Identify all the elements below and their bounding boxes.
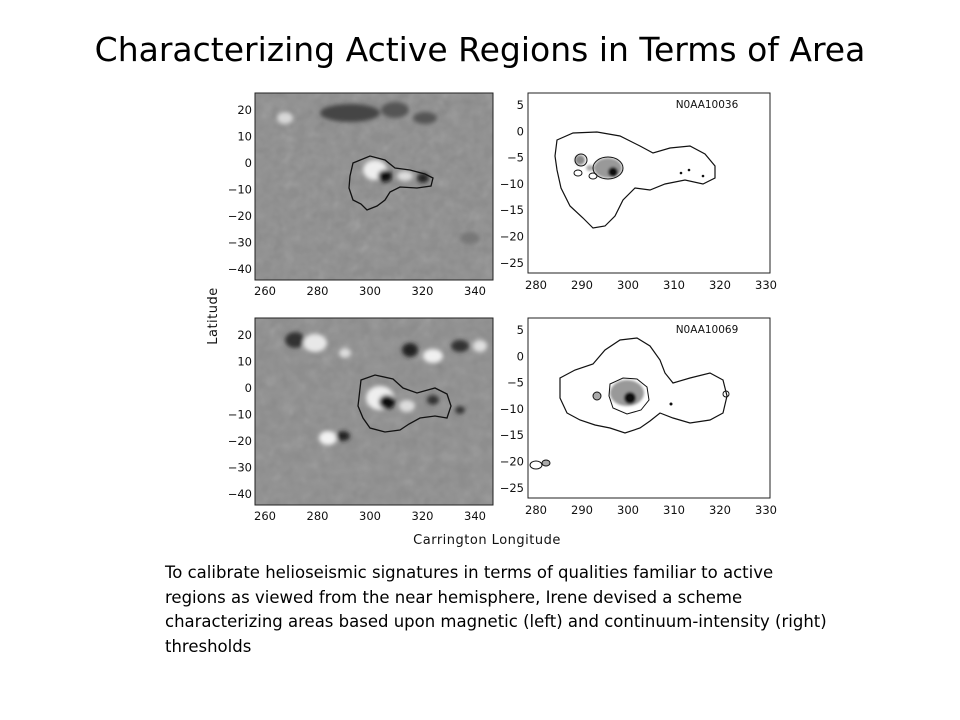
y-tick-label: −40 [227,262,252,276]
y-tick-label: −10 [499,176,524,191]
intensity-panel-bottom [528,318,770,498]
y-tick-label: −20 [227,209,252,223]
y-tick-label: −5 [507,375,524,390]
y-tick-label: −10 [227,407,252,422]
y-tick-label: −5 [507,150,524,165]
x-tick-label: 280 [306,509,329,523]
panel-label-top: N0AA10036 [675,99,739,111]
y-tick-label: 0 [244,156,252,170]
x-tick-label: 340 [464,284,486,298]
x-tick-label: 300 [617,278,639,292]
y-tick-label: 10 [237,129,252,144]
y-tick-label: −10 [499,401,524,416]
y-tick-label: −15 [499,428,524,443]
x-tick-label: 290 [571,278,593,292]
x-tick-label: 300 [359,509,381,523]
x-axis-label: Carrington Longitude [413,533,561,548]
figure [195,88,795,563]
panel-label-bottom: N0AA10069 [675,324,739,336]
y-tick-label: 0 [244,381,252,395]
x-tick-label: 320 [709,278,731,292]
caption: To calibrate helioseismic signatures in terms of qualities familiar to active regions as viewed from the near hemisphere, Irene devised a scheme characterizing areas based upon magnetic (left) and continuum-intensity (right) thresholds [165,563,827,656]
y-tick-label: −15 [499,203,524,218]
y-tick-label: −25 [499,480,524,495]
figure-graphic [195,88,795,558]
magnetogram-panel-bottom [255,318,493,505]
y-tick-label: −30 [227,460,252,475]
y-tick-label: 20 [237,103,252,117]
magnetogram-panel-top [255,93,493,280]
y-tick-label: 5 [516,98,524,112]
y-axis-label: Latitude [206,287,221,345]
slide-title: Characterizing Active Regions in Terms of Area [94,30,866,69]
y-tick-label: −25 [499,255,524,270]
y-tick-label: 10 [237,354,252,369]
y-tick-label: −20 [499,229,524,244]
x-tick-label: 300 [617,503,639,517]
intensity-panel-top [528,93,770,273]
x-tick-label: 320 [709,503,731,517]
y-tick-label: −10 [227,182,252,197]
x-tick-label: 300 [359,284,381,298]
y-tick-label: 20 [237,328,252,342]
x-tick-label: 290 [571,503,593,517]
x-tick-label: 260 [254,509,276,523]
x-tick-label: 310 [663,503,685,517]
x-tick-label: 330 [755,278,777,292]
x-tick-label: 320 [411,284,434,298]
y-tick-label: −30 [227,235,252,250]
x-tick-label: 280 [306,284,329,298]
y-tick-label: 5 [516,323,524,337]
y-tick-label: −40 [227,487,252,501]
y-tick-label: −20 [227,434,252,448]
x-tick-label: 330 [755,503,777,517]
x-tick-label: 260 [254,284,276,298]
x-tick-label: 320 [411,509,434,523]
x-tick-label: 280 [525,278,547,292]
x-tick-label: 340 [464,509,486,523]
x-tick-label: 280 [525,503,547,517]
y-tick-label: 0 [516,349,524,364]
x-tick-label: 310 [663,278,685,292]
y-tick-label: −20 [499,454,524,469]
y-tick-label: 0 [516,124,524,139]
